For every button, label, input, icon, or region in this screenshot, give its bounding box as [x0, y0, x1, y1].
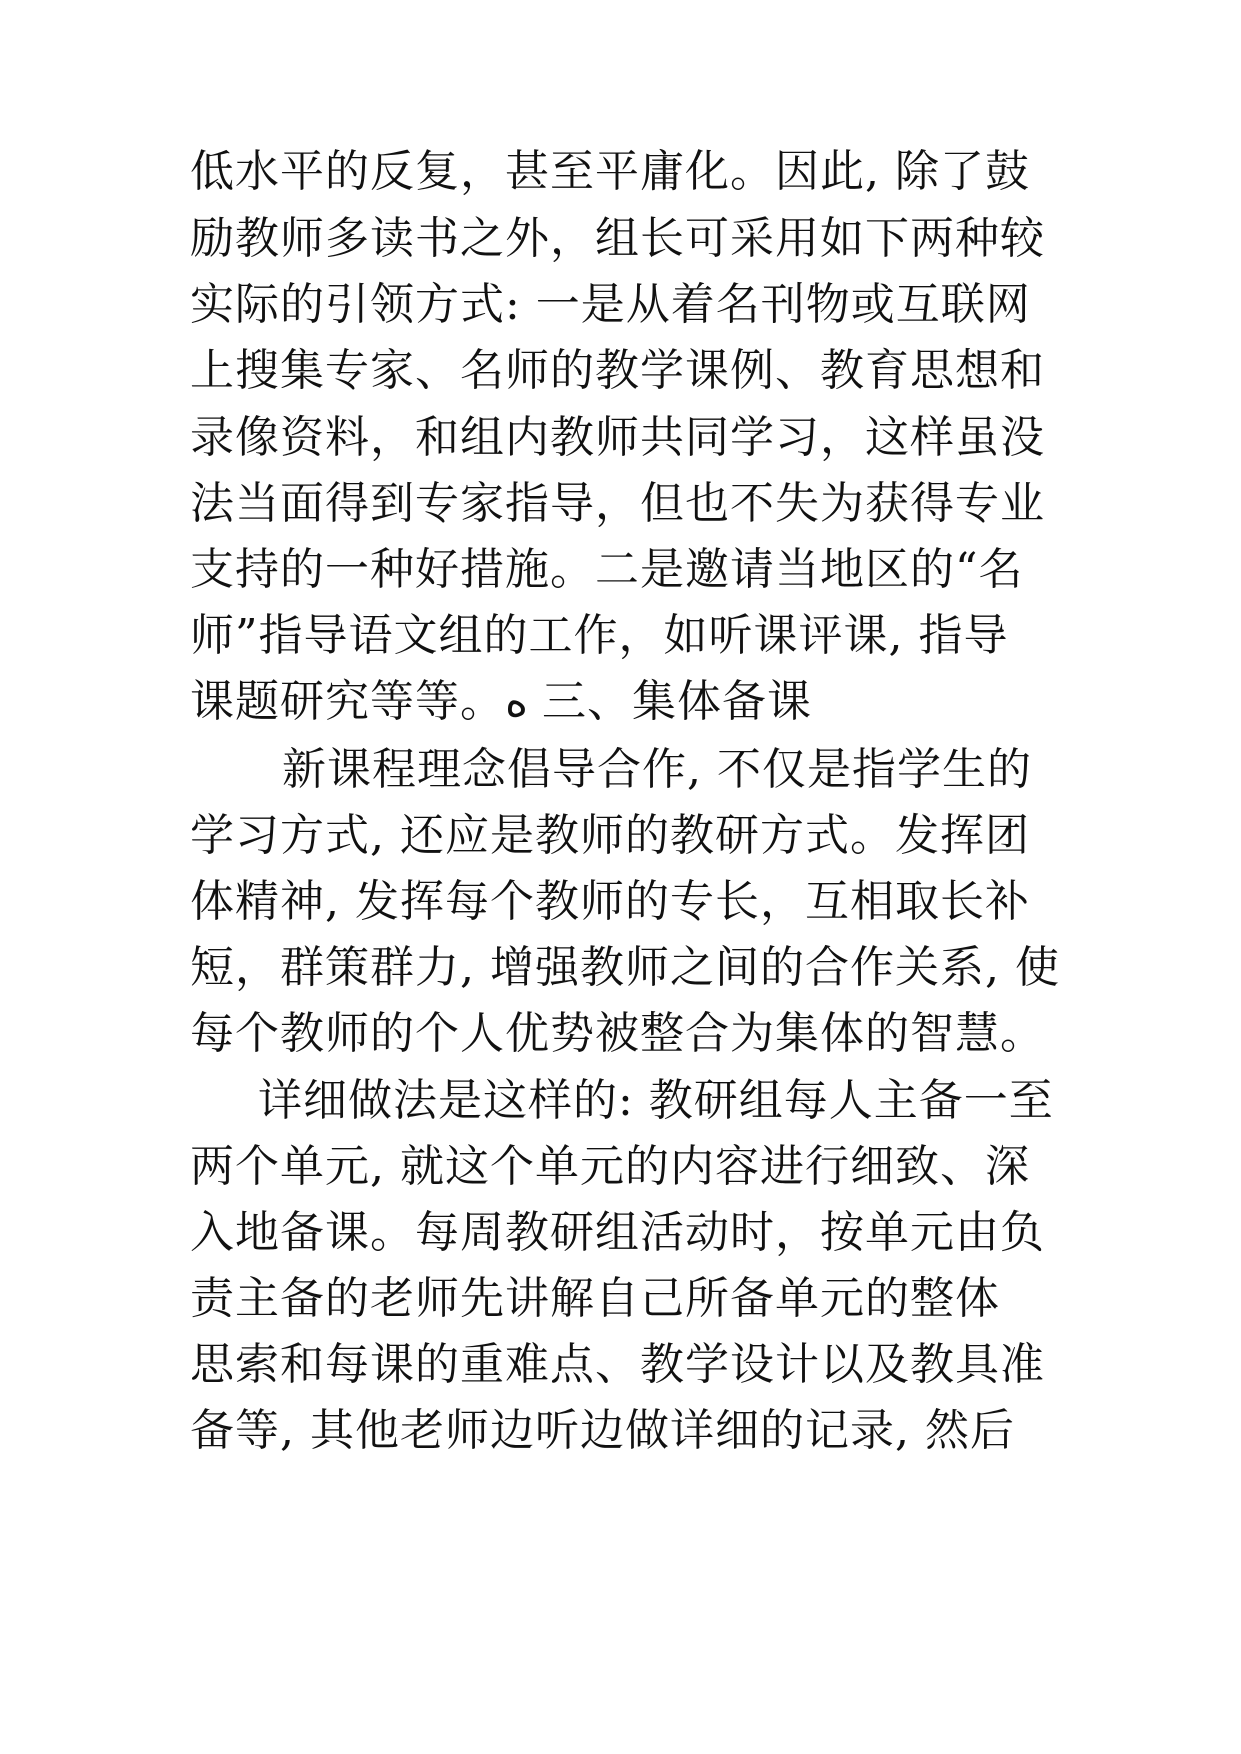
- text-line: 体精神, 发挥每个教师的专长，互相取长补: [190, 876, 1030, 927]
- text-line: 学习方式, 还应是教师的教研方式。发挥团: [190, 810, 1030, 861]
- text-line: 实际的引领方式: 一是从着名刊物或互联网: [190, 279, 1031, 330]
- text-line: 短，群策群力, 增强教师之间的合作关系, 使: [190, 942, 1060, 993]
- text-line: 思索和每课的重难点、教学设计以及教具准: [190, 1339, 1045, 1390]
- text-line: 录像资料，和组内教师共同学习，这样虽没: [190, 412, 1045, 463]
- text-line: 师”指导语文组的工作，如听课评课, 指导: [190, 610, 1009, 661]
- paragraph-first-line: 新课程理念倡导合作, 不仅是指学生的: [282, 744, 1032, 795]
- text-line: 法当面得到专家指导，但也不失为获得专业: [190, 478, 1045, 529]
- paragraph-first-line: 详细做法是这样的: 教研组每人主备一至: [258, 1075, 1054, 1126]
- text-line: 责主备的老师先讲解自己所备单元的整体: [190, 1273, 1000, 1324]
- text-line: 低水平的反复，甚至平庸化。因此, 除了鼓: [190, 146, 1030, 197]
- text-line: 励教师多读书之外，组长可采用如下两种较: [190, 213, 1045, 264]
- text-line: 课题研究等等。ﻩ 三、集体备课: [190, 676, 813, 727]
- text-line: 入地备课。每周教研组活动时，按单元由负: [190, 1207, 1045, 1258]
- text-line: 支持的一种好措施。二是邀请当地区的“名: [190, 544, 1024, 595]
- text-line: 两个单元, 就这个单元的内容进行细致、深: [190, 1141, 1030, 1192]
- text-line: 上搜集专家、名师的教学课例、教育思想和: [190, 345, 1045, 396]
- text-line: 每个教师的个人优势被整合为集体的智慧。: [190, 1008, 1045, 1059]
- text-line: 备等, 其他老师边听边做详细的记录, 然后: [190, 1405, 1015, 1456]
